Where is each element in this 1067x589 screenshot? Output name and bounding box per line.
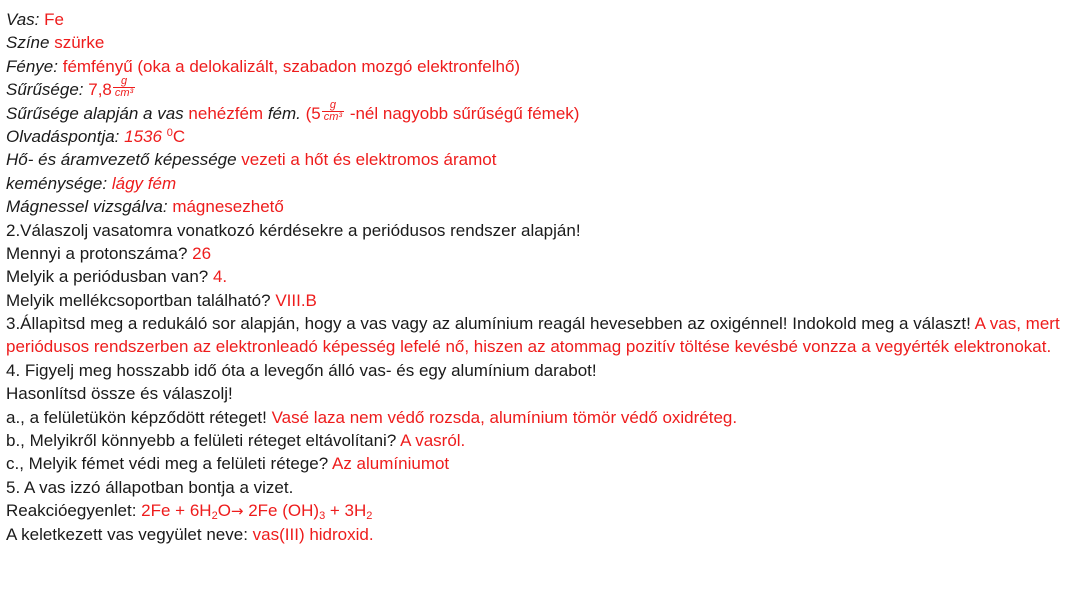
question-5-title: 5. A vas izzó állapotban bontja a vizet. — [6, 477, 294, 497]
question-4a — [6, 406, 1062, 429]
question-text: 3.Állapìtsd meg a redukáló sor alapján, hogy a vas vagy az alumínium reagál hevesebben az oxigénnel! Indokold meg a választ! — [6, 314, 971, 334]
products-tail: + 3H — [325, 501, 367, 521]
fraction-numerator: g — [120, 75, 128, 88]
answer: mágnesezhető — [172, 197, 284, 217]
row-symbol — [6, 8, 1062, 31]
answer: VIII.B — [275, 290, 317, 310]
row-magnetism — [6, 195, 1062, 218]
label: Sűrűsége alapján a vas — [6, 103, 184, 123]
answer: szürke — [54, 33, 105, 53]
label: Fénye: — [6, 56, 58, 76]
question-5-compound-name — [6, 523, 1062, 546]
answer: nehézfém — [188, 103, 264, 123]
fraction-denominator: cm³ — [323, 110, 343, 123]
question-2-title: 2.Válaszolj vasatomra vonatkozó kérdésekre a periódusos rendszer alapján! — [6, 220, 581, 240]
subscript: 3 — [319, 510, 326, 523]
answer: A vas, mert periódusos rendszerben az elektronleadó képesség lefelé nő, hiszen az atommag pozitív töltése kevésbé vonzza a vegyérték elektronokat. — [6, 314, 1060, 357]
label: Színe — [6, 33, 50, 53]
row-conductivity — [6, 148, 1062, 171]
question-label: b., Melyikről könnyebb a felületi réteget eltávolítani? — [6, 431, 397, 451]
row-heavy-metal — [6, 98, 1062, 125]
paren-rest: -nél nagyobb sűrűségű fémek) — [349, 103, 580, 123]
answer: fémfényű (oka a delokalizált, szabadon mozgó elektronfelhő) — [62, 56, 521, 76]
reaction-arrow-icon: → — [230, 502, 244, 521]
question-label: Melyik a periódusban van? — [6, 267, 209, 287]
reaction-equation — [141, 501, 373, 523]
question-4b — [6, 429, 1062, 452]
label: Olvadáspontja: — [6, 126, 120, 146]
label: Hő- és áramvezető képessége — [6, 150, 237, 170]
fraction-denominator: cm³ — [114, 87, 134, 100]
degree-mark: 0 — [166, 126, 173, 139]
density-unit-fraction — [322, 100, 344, 123]
equation-label: Reakcióegyenlet: — [6, 501, 137, 521]
answer: A vasról. — [400, 431, 466, 451]
question-label: Mennyi a protonszáma? — [6, 243, 188, 263]
question-4-subtitle: Hasonlítsd össze és válaszolj! — [6, 384, 233, 404]
answer: Az alumíniumot — [332, 454, 450, 474]
label: keménysége: — [6, 173, 108, 193]
question-2a — [6, 242, 1062, 265]
row-hardness — [6, 172, 1062, 195]
question-5-equation — [6, 499, 1062, 522]
question-label: Melyik mellékcsoportban található? — [6, 290, 271, 310]
question-2b — [6, 265, 1062, 288]
question-2c — [6, 289, 1062, 312]
row-luster — [6, 55, 1062, 78]
paren-open: (5 — [305, 103, 321, 123]
row-color — [6, 31, 1062, 54]
answer: 26 — [192, 243, 212, 263]
density-unit-fraction — [113, 76, 135, 99]
row-melting-point — [6, 125, 1062, 148]
subscript: 2 — [366, 510, 373, 523]
question-label: A keletkezett vas vegyület neve: — [6, 524, 248, 544]
label: Sűrűsége: — [6, 80, 84, 100]
answer: Fe — [44, 10, 64, 29]
answer: lágy fém — [111, 173, 177, 193]
question-label: c., Melyik fémet védi meg a felületi rétege? — [6, 454, 329, 474]
fraction-numerator: g — [329, 98, 336, 111]
label: Mágnessel vizsgálva: — [6, 197, 168, 217]
reactants-tail: O — [217, 501, 231, 521]
label: Vas: — [6, 10, 40, 29]
question-label: a., a felületükön képződött réteget! — [6, 407, 267, 427]
products: 2Fe (OH) — [243, 501, 320, 521]
question-4c — [6, 452, 1062, 475]
worksheet — [6, 8, 1062, 546]
reactants: 2Fe + 6H — [141, 501, 212, 521]
unit: C — [172, 126, 186, 146]
density-value: 7,8 — [88, 80, 112, 100]
melting-value: 1536 — [124, 126, 162, 146]
answer: vas(III) hidroxid. — [252, 524, 374, 544]
answer: Vasé laza nem védő rozsda, alumínium tömör védő oxidréteg. — [271, 407, 738, 427]
answer: 4. — [212, 267, 228, 287]
answer: vezeti a hőt és elektromos áramot — [241, 150, 497, 170]
melting-unit — [167, 127, 185, 146]
subscript: 2 — [211, 510, 218, 523]
row-density — [6, 75, 1062, 101]
question-3 — [6, 312, 1062, 359]
question-4-title: 4. Figyelj meg hosszabb idő óta a levegőn álló vas- és egy alumínium darabot! — [6, 360, 597, 380]
label: fém. — [267, 103, 301, 123]
